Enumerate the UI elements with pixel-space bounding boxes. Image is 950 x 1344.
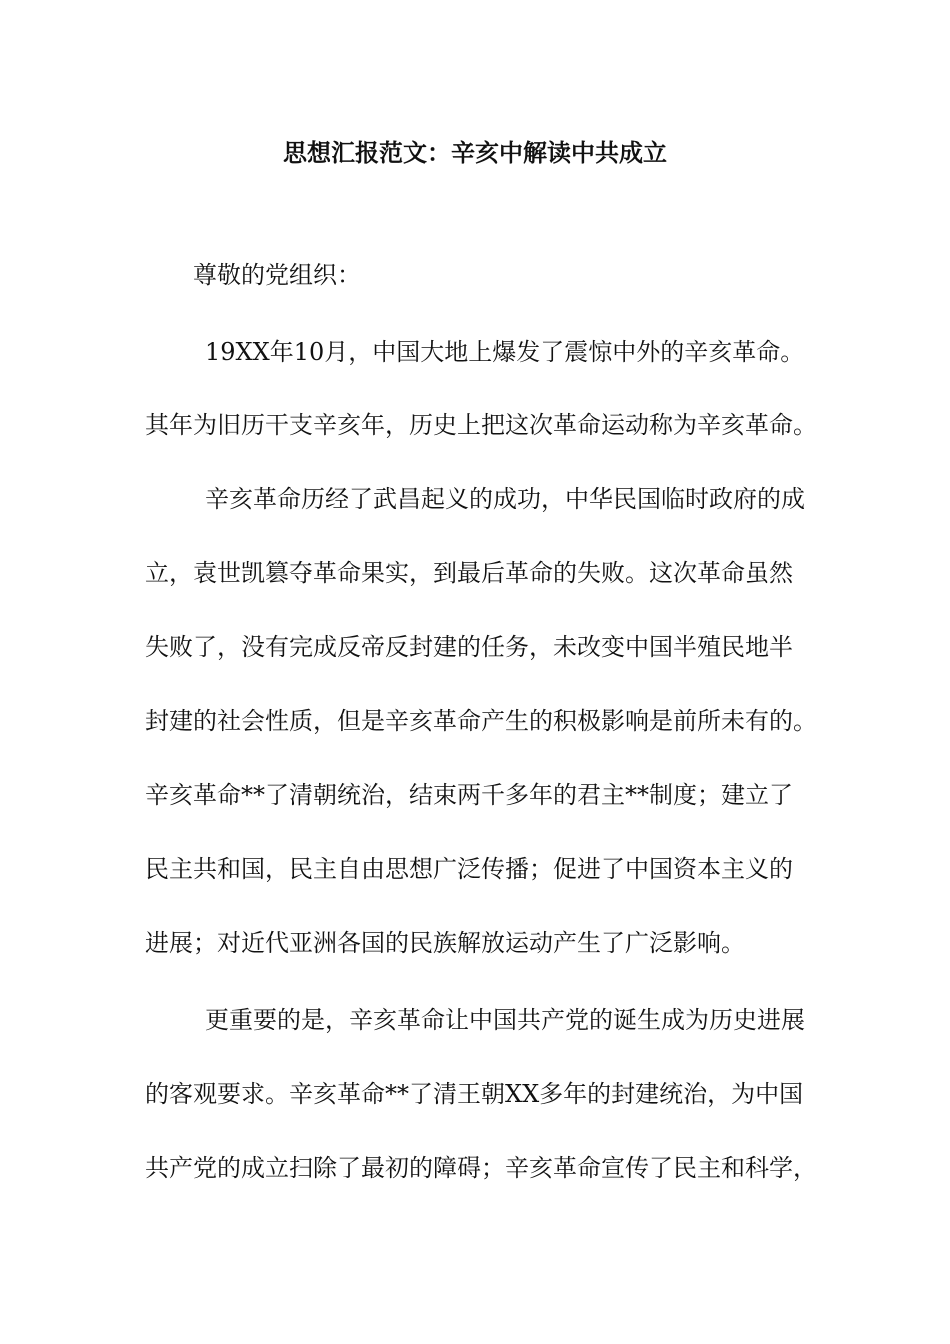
- paragraph-2-line-3: 失败了，没有完成反帝反封建的任务，未改变中国半殖民地半: [145, 633, 793, 661]
- paragraph-3-line-1: 更重要的是，辛亥革命让中国共产党的诞生成为历史进展: [205, 1006, 805, 1034]
- paragraph-2-line-4: 封建的社会性质，但是辛亥革命产生的积极影响是前所未有的。: [145, 707, 817, 735]
- paragraph-3-line-3: 共产党的成立扫除了最初的障碍；辛亥革命宣传了民主和科学，: [145, 1154, 817, 1182]
- paragraph-2-line-2: 立，袁世凯篡夺革命果实，到最后革命的失败。这次革命虽然: [145, 559, 793, 587]
- salutation: 尊敬的党组织：: [193, 261, 361, 289]
- document-title: 思想汇报范文：辛亥中解读中共成立: [283, 138, 667, 167]
- paragraph-3-line-2: 的客观要求。辛亥革命**了清王朝XX多年的封建统治，为中国: [145, 1080, 804, 1108]
- paragraph-2-line-7: 进展；对近代亚洲各国的民族解放运动产生了广泛影响。: [145, 929, 745, 957]
- paragraph-2-line-6: 民主共和国，民主自由思想广泛传播；促进了中国资本主义的: [145, 855, 793, 883]
- paragraph-2-line-5: 辛亥革命**了清朝统治，结束两千多年的君主**制度；建立了: [145, 781, 793, 809]
- paragraph-1-line-1: 19XX年10月，中国大地上爆发了震惊中外的辛亥革命。: [205, 338, 805, 366]
- paragraph-1-line-2: 其年为旧历干支辛亥年，历史上把这次革命运动称为辛亥革命。: [145, 411, 817, 439]
- paragraph-2-line-1: 辛亥革命历经了武昌起义的成功，中华民国临时政府的成: [205, 485, 805, 513]
